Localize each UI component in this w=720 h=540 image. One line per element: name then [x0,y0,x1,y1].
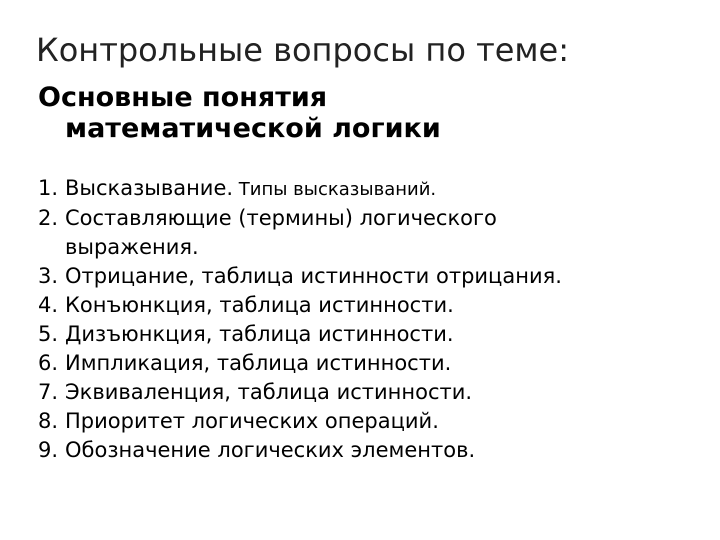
subtitle-line-2: математической логики [65,113,441,144]
item-number: 5. [38,322,59,346]
item-text-line-1: Составляющие (термины) логического [65,206,497,230]
item-text: Обозначение логических элементов. [65,438,476,462]
list-item [38,407,698,436]
item-text [65,174,436,204]
item-text: Эквиваленция, таблица истинности. [65,380,473,404]
item-number: 4. [38,293,59,317]
list-item [38,349,698,378]
item-text: Приоритет логических операций. [65,409,439,433]
slide-subtitle [38,82,441,144]
list-item [38,204,698,262]
item-text: Конъюнкция, таблица истинности. [65,293,454,317]
item-text: Отрицание, таблица истинности отрицания. [65,264,562,288]
item-number: 7. [38,380,59,404]
slide-title: Контрольные вопросы по теме: [36,31,569,69]
item-number: 9. [38,438,59,462]
subtitle-line-1: Основные понятия [38,82,328,113]
item-text-small: Типы высказываний. [233,179,437,200]
item-text [65,204,497,262]
list-item [38,436,698,465]
item-number: 3. [38,264,59,288]
item-number: 1. [38,176,59,200]
list-item [38,262,698,291]
list-item [38,378,698,407]
list-item [38,174,698,204]
item-number: 2. [38,206,59,230]
item-text: Дизъюнкция, таблица истинности. [65,322,454,346]
item-number: 6. [38,351,59,375]
item-text-main: Высказывание. [65,176,234,200]
item-text: Импликация, таблица истинности. [65,351,452,375]
questions-list [38,174,698,465]
list-item [38,320,698,349]
item-text-line-2: выражения. [65,235,199,259]
list-item [38,291,698,320]
item-number: 8. [38,409,59,433]
